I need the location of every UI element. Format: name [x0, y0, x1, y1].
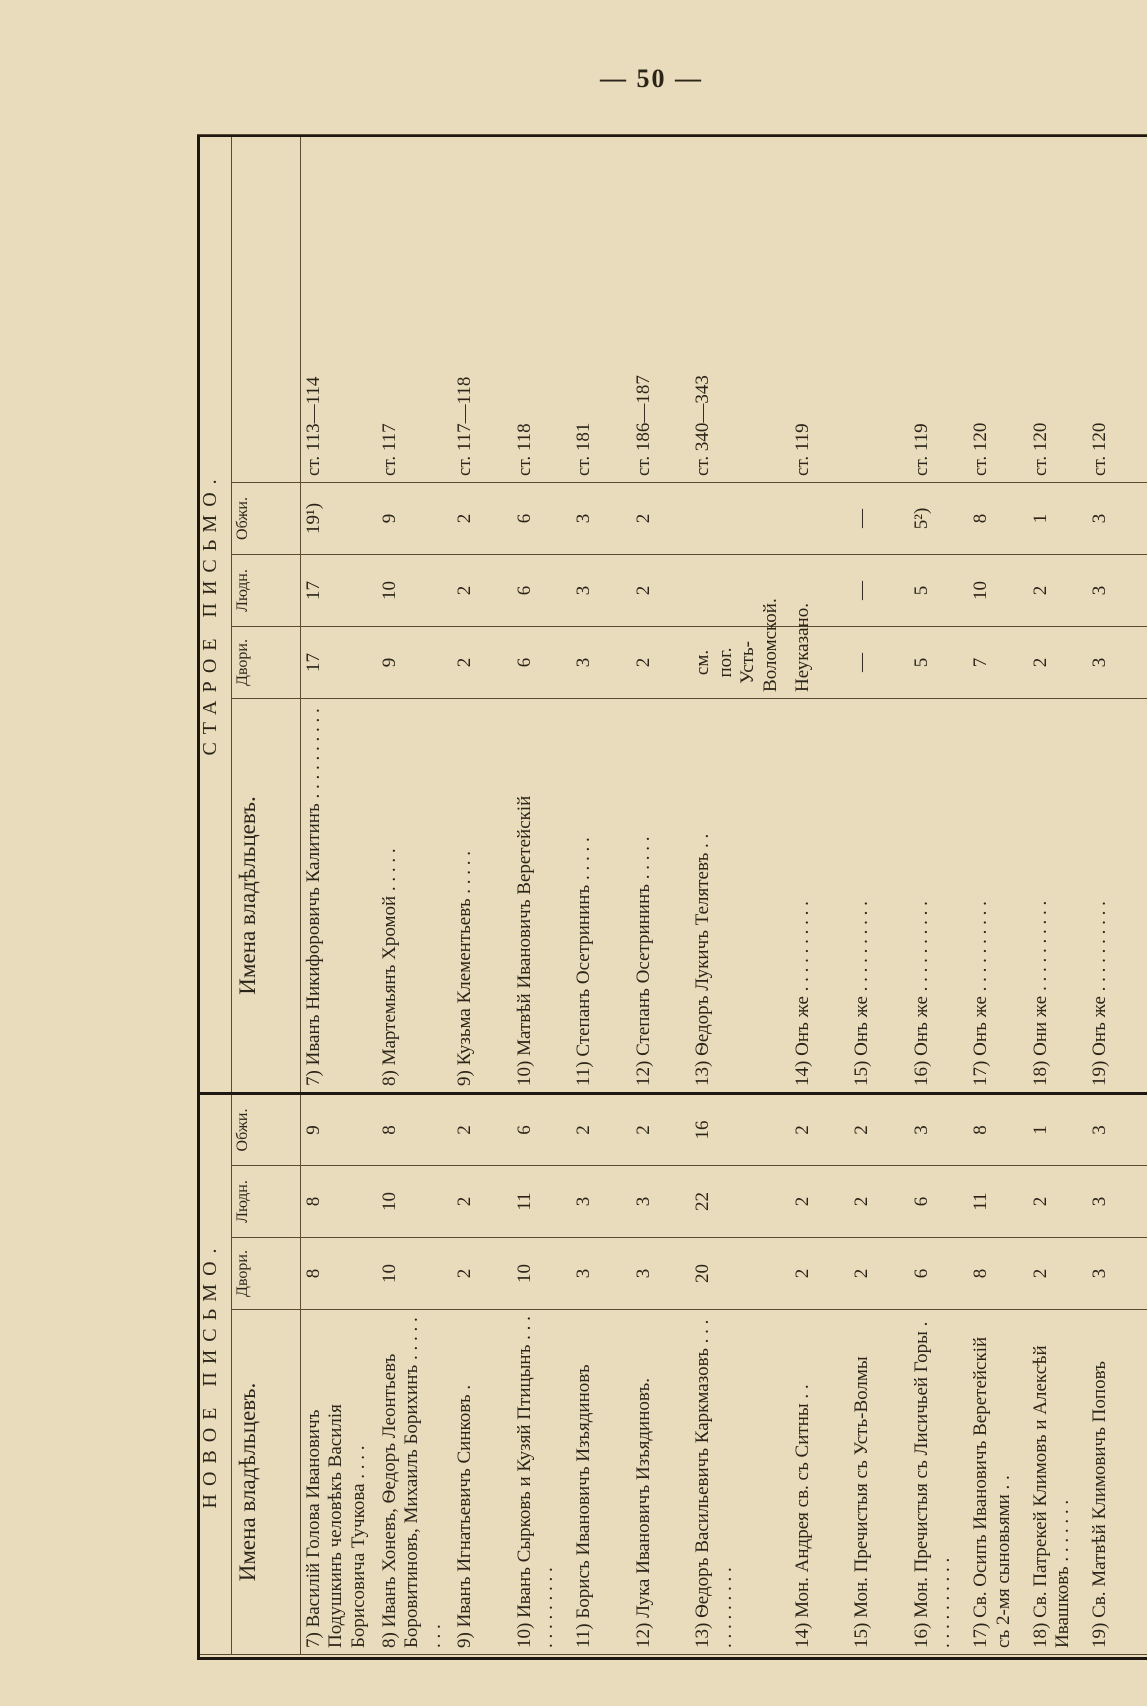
new-obzhi-value: 3: [1087, 1093, 1147, 1165]
new-owner-name: 10) Иванъ Сырковъ и Кузяй Птицынъ . . . . . . . . . . . .: [512, 1310, 572, 1655]
old-lyudi-value: 3: [1087, 554, 1147, 626]
reference-value: ст. 117: [377, 134, 453, 482]
reference-value: ст. 119: [909, 134, 969, 482]
new-obzhi-value: 6: [512, 1093, 572, 1165]
new-obzhi-value: 3: [909, 1093, 969, 1165]
old-letter-title: СТАРОЕ ПИСЬМО.: [197, 134, 232, 1093]
old-dvor-value: 3: [571, 626, 631, 698]
new-dvor-value: 3: [1087, 1238, 1147, 1310]
new-lyudi-value: 8: [301, 1166, 377, 1238]
new-obzhi-value: 2: [849, 1093, 909, 1165]
old-lyudi-header: Людн.: [232, 554, 301, 626]
new-dvor-value: 8: [301, 1238, 377, 1310]
old-obzhi-value: 5²): [909, 482, 969, 554]
new-owner-name: 15) Мон. Пречистыя съ Усть-Волмы: [849, 1310, 909, 1655]
reference-value: [849, 134, 909, 482]
new-dvor-value: 6: [909, 1238, 969, 1310]
new-lyudi-value: 6: [909, 1166, 969, 1238]
new-lyudi-value: 3: [1087, 1166, 1147, 1238]
old-names-header: Имена владѣльцевъ.: [232, 698, 301, 1093]
new-dvor-value: 2: [790, 1238, 850, 1310]
new-obzhi-value: 2: [790, 1093, 850, 1165]
new-owner-name: 11) Борисъ Ивановичъ Изъядиновъ: [571, 1310, 631, 1655]
old-dvor-header: Двори.: [232, 626, 301, 698]
new-obzhi-value: 16: [690, 1093, 789, 1165]
old-lyudi-value: 10: [377, 554, 453, 626]
new-obzhi-value: 9: [301, 1093, 377, 1165]
new-obzhi-header: Обжи.: [232, 1093, 301, 1165]
old-owner-name: 10) Матвѣй Ивановичъ Веретейскій: [512, 698, 572, 1093]
new-dvor-value: 3: [631, 1238, 691, 1310]
new-owner-name: 12) Лука Ивановичъ Изъядиновъ.: [631, 1310, 691, 1655]
page-number: — 50 —: [600, 64, 703, 93]
new-lyudi-value: 3: [631, 1166, 691, 1238]
new-dvor-value: 2: [1028, 1238, 1088, 1310]
old-owner-name: 15) Онъ же . . . . . . . . . .: [849, 698, 909, 1093]
new-dvor-value: 2: [452, 1238, 512, 1310]
new-owner-name: 9) Иванъ Игнатьевичъ Синковъ .: [452, 1310, 512, 1655]
reference-value: ст. 340—343: [690, 134, 789, 482]
old-owner-name: 17) Онъ же . . . . . . . . . .: [968, 698, 1028, 1093]
old-obzhi-value: 9: [377, 482, 453, 554]
old-obzhi-value: [690, 482, 789, 554]
ledger-body: [301, 134, 1147, 1654]
table-row: [1028, 134, 1088, 1654]
new-dvor-value: 20: [690, 1238, 789, 1310]
old-obzhi-value: —: [849, 482, 909, 554]
old-lyudi-value: —: [849, 554, 909, 626]
old-dvor-value: 2: [1028, 626, 1088, 698]
new-lyudi-value: 11: [512, 1166, 572, 1238]
old-dvor-value: 6: [512, 626, 572, 698]
new-lyudi-value: 2: [452, 1166, 512, 1238]
old-lyudi-value: 10: [968, 554, 1028, 626]
old-dvor-value: 7: [968, 626, 1028, 698]
old-lyudi-value: 5: [909, 554, 969, 626]
table-row: [849, 134, 909, 1654]
new-names-header: Имена владѣльцевъ.: [232, 1310, 301, 1655]
old-lyudi-value: 2: [631, 554, 691, 626]
old-owner-name: 13) Ѳедоръ Лукичъ Телятевъ . .: [690, 698, 789, 1093]
old-dvor-value: 9: [377, 626, 453, 698]
table-row: [909, 134, 969, 1654]
new-lyudi-value: 2: [790, 1166, 850, 1238]
reference-value: ст. 120: [1087, 134, 1147, 482]
old-obzhi-header: Обжи.: [232, 482, 301, 554]
new-lyudi-value: 11: [968, 1166, 1028, 1238]
new-lyudi-value: 2: [1028, 1166, 1088, 1238]
reference-value: ст. 118: [512, 134, 572, 482]
ledger-table: [197, 134, 1147, 1655]
table-row: [690, 134, 789, 1654]
new-dvor-value: 10: [377, 1238, 453, 1310]
old-dvor-value: —: [849, 626, 909, 698]
old-lyudi-value: 2: [452, 554, 512, 626]
reference-value: ст. 181: [571, 134, 631, 482]
old-owner-name: 7) Иванъ Никифоровичъ Калитинъ . . . . . . . . . .: [301, 698, 377, 1093]
old-owner-name: 8) Мартемьянъ Хромой . . . . .: [377, 698, 453, 1093]
old-dvor-value: 17: [301, 626, 377, 698]
old-lyudi-value: 6: [512, 554, 572, 626]
old-dvor-value: Неуказано.: [790, 626, 850, 698]
new-dvor-header: Двори.: [232, 1238, 301, 1310]
old-dvor-value: 5: [909, 626, 969, 698]
new-owner-name: 19) Св. Матвѣй Климовичъ Поповъ: [1087, 1310, 1147, 1655]
new-dvor-value: 10: [512, 1238, 572, 1310]
new-owner-name: 16) Мон. Пречистыя съ Лисичьей Горы . . . . . . . . . . .: [909, 1310, 969, 1655]
old-owner-name: 11) Степанъ Осетрининъ . . . . .: [571, 698, 631, 1093]
new-lyudi-value: 3: [571, 1166, 631, 1238]
old-lyudi-value: 17: [301, 554, 377, 626]
reference-value: ст. 120: [1028, 134, 1088, 482]
old-obzhi-value: 2: [452, 482, 512, 554]
reference-value: ст. 117—118: [452, 134, 512, 482]
old-owner-name: 16) Онъ же . . . . . . . . . .: [909, 698, 969, 1093]
old-obzhi-value: 2: [631, 482, 691, 554]
old-dvor-value: 2: [452, 626, 512, 698]
old-owner-name: 18) Они же . . . . . . . . . .: [1028, 698, 1088, 1093]
new-lyudi-value: 10: [377, 1166, 453, 1238]
table-row: [452, 134, 512, 1654]
new-owner-name: 7) Василій Голова Ивановичъ Подушкинъ человѣкъ Василія Борисовича Тучкова . . . .: [301, 1310, 377, 1655]
old-obzhi-value: 8: [968, 482, 1028, 554]
new-dvor-value: 3: [571, 1238, 631, 1310]
table-row: [377, 134, 453, 1654]
old-lyudi-value: 2: [1028, 554, 1088, 626]
new-dvor-value: 8: [968, 1238, 1028, 1310]
new-owner-name: 18) Св. Патрекей Климовъ и Алексѣй Ивашковъ . . . . . . .: [1028, 1310, 1088, 1655]
old-lyudi-value: 3: [571, 554, 631, 626]
old-owner-name: 12) Степанъ Осетрининъ . . . . .: [631, 698, 691, 1093]
old-owner-name: 19) Онъ же . . . . . . . . . .: [1087, 698, 1147, 1093]
table-row: [968, 134, 1028, 1654]
new-obzhi-value: 8: [968, 1093, 1028, 1165]
new-obzhi-value: 2: [452, 1093, 512, 1165]
table-row: [1087, 134, 1147, 1654]
new-lyudi-header: Людн.: [232, 1166, 301, 1238]
old-obzhi-value: 3: [571, 482, 631, 554]
new-obzhi-value: 2: [631, 1093, 691, 1165]
table-row: [790, 134, 850, 1654]
old-dvor-value: 3: [1087, 626, 1147, 698]
old-obzhi-value: [790, 482, 850, 554]
new-letter-title: НОВОЕ ПИСЬМО.: [197, 1093, 232, 1654]
old-obzhi-value: 6: [512, 482, 572, 554]
new-lyudi-value: 2: [849, 1166, 909, 1238]
new-owner-name: 17) Св. Осипъ Ивановичъ Веретейскій съ 2-мя сыновьями . .: [968, 1310, 1028, 1655]
old-dvor-value: см. пог. Усть-Воломской.: [690, 626, 789, 698]
new-owner-name: 8) Иванъ Хоневъ, Ѳедоръ Леонтьевъ Боровитиновъ, Михаилъ Борихинъ . . . . . . . .: [377, 1310, 453, 1655]
table-row: [631, 134, 691, 1654]
new-obzhi-value: 2: [571, 1093, 631, 1165]
table-row: [571, 134, 631, 1654]
new-owner-name: 14) Мон. Андрея св. съ Ситны . .: [790, 1310, 850, 1655]
old-obzhi-value: 19¹): [301, 482, 377, 554]
new-obzhi-value: 1: [1028, 1093, 1088, 1165]
table-row: [301, 134, 377, 1654]
new-dvor-value: 2: [849, 1238, 909, 1310]
old-owner-name: 14) Онъ же . . . . . . . . . .: [790, 698, 850, 1093]
table-row: [512, 134, 572, 1654]
old-owner-name: 9) Кузьма Клементьевъ . . . . .: [452, 698, 512, 1093]
reference-value: ст. 120: [968, 134, 1028, 482]
old-obzhi-value: 3: [1087, 482, 1147, 554]
new-obzhi-value: 8: [377, 1093, 453, 1165]
reference-header: [232, 134, 301, 482]
new-lyudi-value: 22: [690, 1166, 789, 1238]
rotated-table-container: [197, 135, 1147, 1655]
old-dvor-value: 2: [631, 626, 691, 698]
reference-value: ст. 113—114: [301, 134, 377, 482]
new-owner-name: 13) Ѳедоръ Васильевичъ Каркмазовъ . . . . . . . . . . . .: [690, 1310, 789, 1655]
reference-value: ст. 119: [790, 134, 850, 482]
old-obzhi-value: 1: [1028, 482, 1088, 554]
reference-value: ст. 186—187: [631, 134, 691, 482]
